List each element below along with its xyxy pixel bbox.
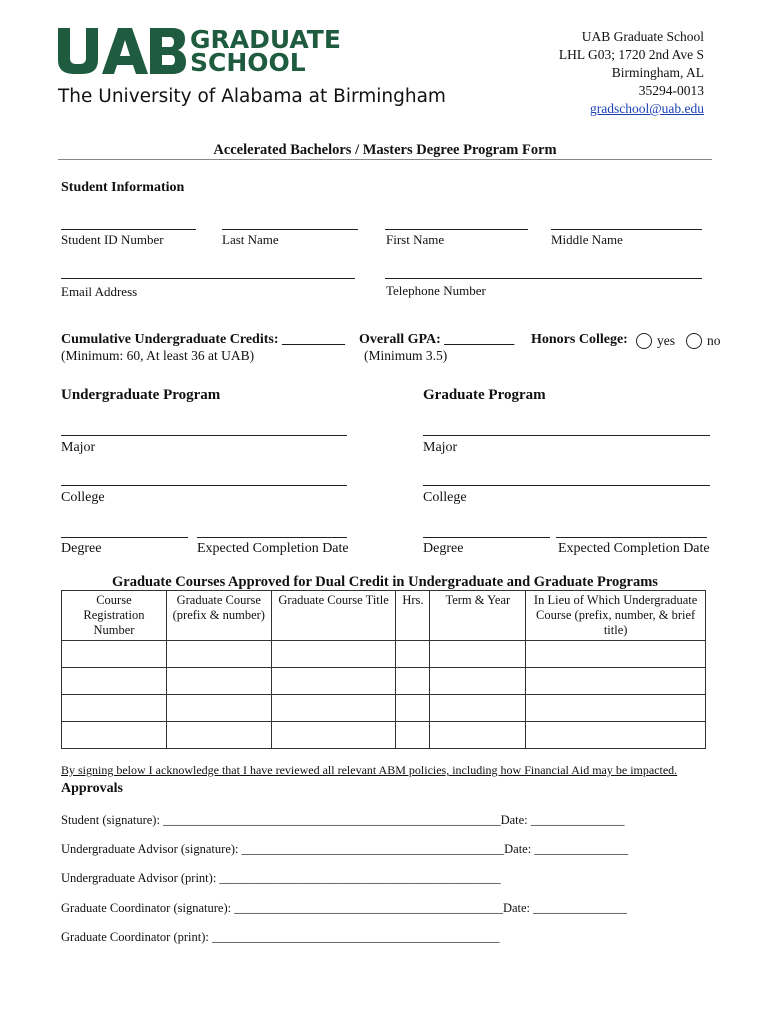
- col-header-course-title: Graduate Course Title: [271, 591, 396, 641]
- grad-major-field[interactable]: [423, 435, 710, 436]
- honors-yes-radio[interactable]: [636, 333, 652, 349]
- title-divider: [58, 159, 712, 160]
- last-name-label: Last Name: [222, 232, 279, 247]
- acknowledgement-text: By signing below I acknowledge that I have reviewed all relevant ABM policies, including how Financial Aid may be impacted.: [61, 763, 678, 777]
- grad-degree-label: Degree: [423, 541, 464, 556]
- table-row: [62, 668, 706, 695]
- university-name: The University of Alabama at Birmingham: [58, 86, 446, 107]
- col-header-grad-course: Graduate Course (prefix & number): [166, 591, 271, 641]
- table-row: [62, 641, 706, 668]
- table-cell[interactable]: [430, 695, 526, 722]
- table-cell[interactable]: [396, 668, 430, 695]
- student-id-label: Student ID Number: [61, 232, 164, 247]
- gpa-note: (Minimum 3.5): [364, 348, 448, 363]
- table-cell[interactable]: [166, 641, 271, 668]
- student-id-field[interactable]: [61, 229, 196, 230]
- telephone-label: Telephone Number: [386, 283, 486, 298]
- grad-completion-label: Expected Completion Date: [558, 541, 710, 556]
- student-signature-line[interactable]: Student (signature): ______________________________________________________Date: _______________: [61, 813, 625, 827]
- col-header-crn: Course Registration Number: [62, 591, 167, 641]
- honors-yes-label: yes: [657, 333, 675, 348]
- email-field[interactable]: [61, 278, 355, 279]
- table-cell[interactable]: [62, 722, 167, 749]
- gpa-label: Overall GPA: __________: [359, 332, 515, 347]
- grad-coordinator-signature-line[interactable]: Graduate Coordinator (signature): ___________________________________________Date: _______________: [61, 901, 627, 915]
- grad-college-label: College: [423, 490, 467, 505]
- first-name-field[interactable]: [385, 229, 528, 230]
- col-header-hrs: Hrs.: [396, 591, 430, 641]
- logo-graduate-text: GRADUATE: [190, 25, 341, 54]
- grad-degree-field[interactable]: [423, 537, 550, 538]
- undergrad-major-label: Major: [61, 440, 96, 455]
- table-cell[interactable]: [166, 695, 271, 722]
- table-cell[interactable]: [526, 722, 706, 749]
- table-cell[interactable]: [430, 668, 526, 695]
- table-cell[interactable]: [396, 722, 430, 749]
- uab-logo: [58, 25, 446, 113]
- email-link[interactable]: gradschool@uab.edu: [589, 101, 704, 116]
- address-line4: 35294-0013: [638, 83, 704, 98]
- grad-completion-field[interactable]: [556, 537, 707, 538]
- table-cell[interactable]: [166, 668, 271, 695]
- undergrad-major-field[interactable]: [61, 435, 347, 436]
- col-header-term-year: Term & Year: [430, 591, 526, 641]
- approvals-heading: Approvals: [61, 781, 123, 796]
- courses-header-row: [62, 591, 706, 641]
- address-line1: UAB Graduate School: [581, 29, 704, 44]
- table-cell[interactable]: [62, 641, 167, 668]
- courses-table: [61, 590, 706, 749]
- undergrad-completion-field[interactable]: [197, 537, 347, 538]
- undergrad-college-field[interactable]: [61, 485, 347, 486]
- table-cell[interactable]: [271, 668, 396, 695]
- form-title: Accelerated Bachelors / Masters Degree Program Form: [213, 142, 557, 158]
- undergrad-college-label: College: [61, 490, 105, 505]
- table-cell[interactable]: [526, 695, 706, 722]
- logo-wordmark: [190, 25, 341, 77]
- table-cell[interactable]: [430, 722, 526, 749]
- grad-major-label: Major: [423, 440, 458, 455]
- student-info-heading: Student Information: [61, 180, 185, 195]
- table-row: [62, 722, 706, 749]
- table-cell[interactable]: [271, 722, 396, 749]
- middle-name-field[interactable]: [551, 229, 702, 230]
- grad-college-field[interactable]: [423, 485, 710, 486]
- undergrad-completion-label: Expected Completion Date: [197, 541, 349, 556]
- undergrad-degree-label: Degree: [61, 541, 102, 556]
- uab-logo-mark: [58, 28, 186, 74]
- telephone-field[interactable]: [385, 278, 702, 279]
- table-cell[interactable]: [396, 695, 430, 722]
- ug-advisor-signature-line[interactable]: Undergraduate Advisor (signature): __________________________________________Date: _______________: [61, 842, 629, 856]
- table-cell[interactable]: [430, 641, 526, 668]
- table-cell[interactable]: [166, 722, 271, 749]
- honors-no-label: no: [707, 333, 721, 348]
- table-cell[interactable]: [271, 695, 396, 722]
- col-header-in-lieu: In Lieu of Which Undergraduate Course (prefix, number, & brief title): [526, 591, 706, 641]
- honors-no-radio[interactable]: [686, 333, 702, 349]
- table-cell[interactable]: [271, 641, 396, 668]
- last-name-field[interactable]: [222, 229, 358, 230]
- table-cell[interactable]: [526, 641, 706, 668]
- middle-name-label: Middle Name: [551, 232, 623, 247]
- first-name-label: First Name: [386, 232, 445, 247]
- table-cell[interactable]: [396, 641, 430, 668]
- grad-program-heading: Graduate Program: [423, 387, 546, 403]
- table-cell[interactable]: [62, 695, 167, 722]
- grad-coordinator-print-line[interactable]: Graduate Coordinator (print): ______________________________________________: [61, 930, 500, 944]
- table-cell[interactable]: [526, 668, 706, 695]
- table-cell[interactable]: [62, 668, 167, 695]
- address-line3: Birmingham, AL: [611, 65, 704, 80]
- school-address: [559, 28, 704, 118]
- ug-advisor-print-line[interactable]: Undergraduate Advisor (print): _____________________________________________: [61, 871, 501, 885]
- email-label: Email Address: [61, 284, 138, 299]
- cumulative-credits-label: Cumulative Undergraduate Credits: _________: [61, 332, 346, 347]
- cumulative-credits-note: (Minimum: 60, At least 36 at UAB): [61, 348, 255, 363]
- undergrad-program-heading: Undergraduate Program: [61, 387, 221, 403]
- undergrad-degree-field[interactable]: [61, 537, 188, 538]
- address-line2: LHL G03; 1720 2nd Ave S: [558, 47, 704, 62]
- courses-title: Graduate Courses Approved for Dual Credit in Undergraduate and Graduate Programs: [112, 574, 658, 590]
- honors-college-label: Honors College:: [531, 332, 628, 347]
- logo-school-text: SCHOOL: [190, 48, 306, 77]
- table-row: [62, 695, 706, 722]
